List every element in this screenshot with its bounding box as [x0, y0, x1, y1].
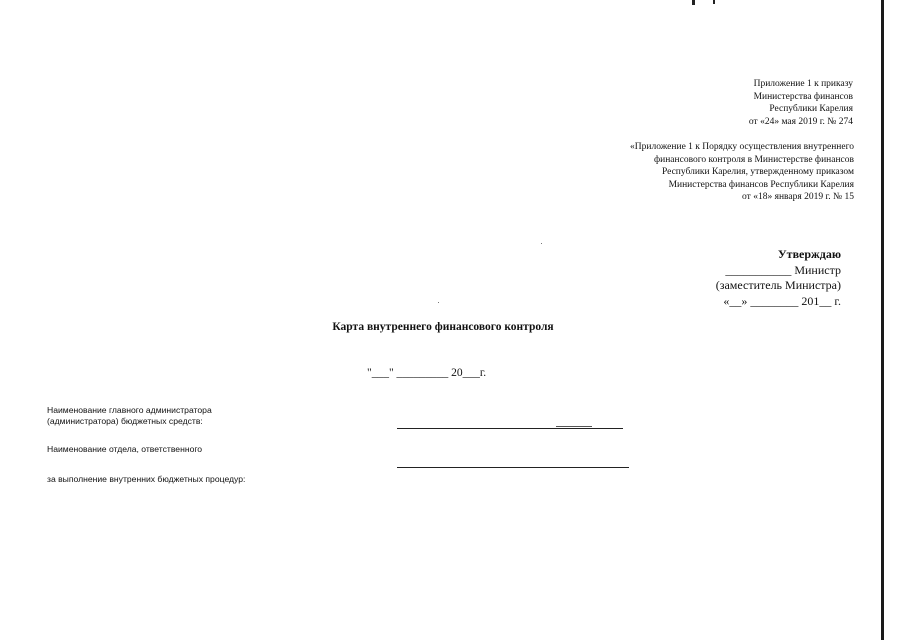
attachment-reference-order: [749, 78, 853, 128]
attachment-line: финансового контроля в Министерстве финансов: [653, 154, 854, 165]
approval-signature-line: ___________ Министр: [725, 262, 841, 277]
admin-label-line: (администратора) бюджетных средств:: [47, 416, 203, 426]
dept-field-label-continued: за выполнение внутренних бюджетных процедур:: [47, 474, 246, 484]
page-right-border: [881, 0, 884, 640]
approval-date-line: «__» ________ 201__ г.: [723, 293, 841, 308]
attachment-line: Приложение 1 к приказу: [753, 79, 853, 89]
admin-fill-line-segment: [556, 426, 592, 427]
scan-speck: [692, 0, 695, 5]
attachment-line: «Приложение 1 к Порядку осуществления внутреннего: [630, 142, 854, 152]
admin-field-label: [47, 405, 212, 427]
dept-field-label: Наименование отдела, ответственного: [47, 444, 203, 454]
attachment-line: Министерства финансов: [753, 91, 853, 102]
attachment-reference-procedure: [630, 141, 854, 204]
scan-speck: [713, 0, 715, 4]
document-date-line: "___" _________ 20___г.: [367, 367, 487, 379]
scan-dot: [438, 302, 439, 303]
attachment-line: Министерства финансов Республики Карелия: [668, 179, 854, 190]
attachment-line: от «18» января 2019 г. № 15: [742, 192, 854, 203]
document-title: Карта внутреннего финансового контроля: [332, 321, 554, 333]
attachment-line: Республики Карелия, утвержденному приказом: [661, 167, 854, 178]
dept-fill-line[interactable]: [397, 467, 629, 468]
attachment-line: Республики Карелия: [769, 104, 853, 115]
approval-block: [716, 247, 841, 309]
admin-fill-line[interactable]: [397, 428, 623, 429]
scan-dot: [541, 243, 542, 244]
approval-heading: Утверждаю: [777, 247, 841, 261]
attachment-line: от «24» мая 2019 г. № 274: [748, 116, 853, 127]
approval-role: (заместитель Министра): [715, 278, 841, 292]
admin-label-line: Наименование главного администратора: [47, 405, 212, 415]
